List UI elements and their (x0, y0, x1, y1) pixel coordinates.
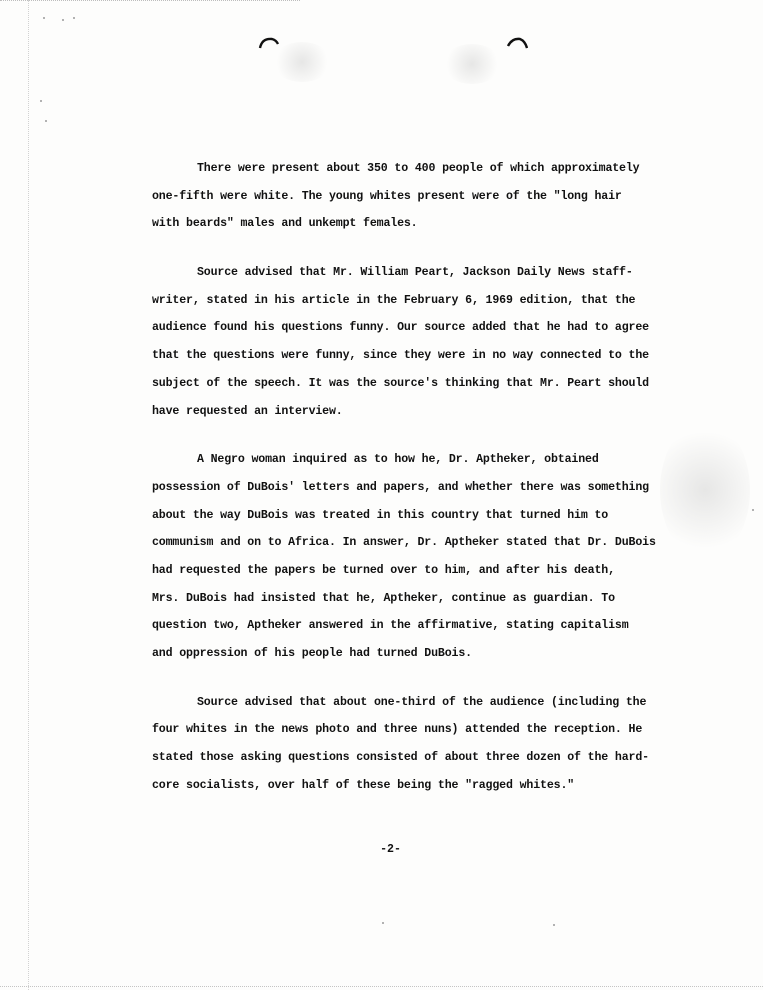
text-line: core socialists, over half of these being the "ragged whites." (152, 778, 575, 792)
text-line: communism and on to Africa. In answer, Dr. Aptheker stated that Dr. DuBois (152, 536, 656, 550)
paragraph (152, 262, 692, 428)
text-line: stated those asking questions consisted of about three dozen of the hard- (152, 751, 649, 765)
text-line: audience found his questions funny. Our source added that he had to agree (152, 321, 649, 335)
scan-speck (45, 120, 47, 122)
binder-hole-mark-right (506, 36, 528, 50)
paragraph (152, 158, 692, 241)
scan-speck (73, 17, 75, 19)
text-line: about the way DuBois was treated in this country that turned him to (152, 508, 609, 522)
paragraph (152, 449, 692, 671)
scan-speck (752, 509, 754, 511)
text-line: and oppression of his people had turned DuBois. (152, 647, 472, 660)
memo-body (152, 158, 692, 823)
binder-hole-mark-left (258, 36, 280, 50)
scan-speck (62, 19, 64, 21)
scan-speck (40, 100, 42, 102)
page-number: -2- (380, 843, 401, 856)
scan-left-edge (28, 0, 30, 990)
text-line: had requested the papers be turned over to him, and after his death, (152, 563, 615, 577)
text-line: with beards" males and unkempt females. (152, 217, 418, 231)
scan-speck (43, 17, 45, 19)
text-line: four whites in the news photo and three nuns) attended the reception. He (152, 723, 643, 737)
text-line: Source advised that Mr. William Peart, Jackson Daily News staff- (197, 266, 633, 280)
paragraph (152, 692, 692, 803)
text-line: that the questions were funny, since they were in no way connected to the (152, 349, 649, 363)
text-line: one-fifth were white. The young whites present were of the "long hair (152, 189, 622, 203)
text-line: question two, Aptheker answered in the affirmative, stating capitalism (152, 619, 629, 633)
text-line: writer, stated in his article in the February 6, 1969 edition, that the (152, 293, 636, 307)
scan-top-edge (0, 0, 300, 3)
text-line: Mrs. DuBois had insisted that he, Aptheker, continue as guardian. To (152, 591, 615, 605)
scan-speck (553, 924, 555, 926)
text-line: possession of DuBois' letters and papers, and whether there was something (152, 480, 649, 494)
text-line: subject of the speech. It was the source's thinking that Mr. Peart should (152, 376, 649, 390)
text-line: have requested an interview. (152, 404, 343, 418)
scan-smudge (272, 42, 332, 82)
text-line: There were present about 350 to 400 people of which approximately (197, 162, 640, 175)
text-line: A Negro woman inquired as to how he, Dr. Aptheker, obtained (197, 453, 599, 467)
scan-bottom-edge (0, 986, 763, 989)
scan-smudge (442, 44, 502, 84)
scan-speck (382, 922, 384, 924)
text-line: Source advised that about one-third of the audience (including the (197, 695, 647, 709)
